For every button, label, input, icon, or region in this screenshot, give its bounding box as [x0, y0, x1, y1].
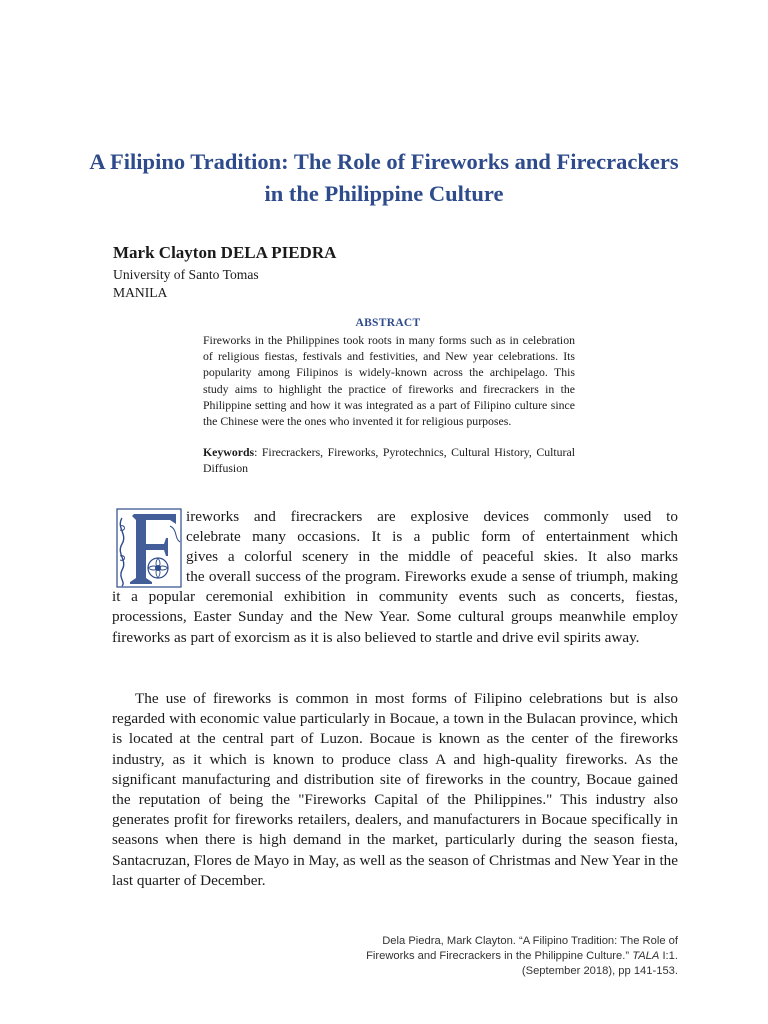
- author-university: University of Santo Tomas: [113, 267, 259, 282]
- citation-line-2: [318, 949, 678, 964]
- author-city: MANILA: [113, 285, 168, 300]
- citation-issue: I:1.: [659, 950, 678, 962]
- citation-line-1: Dela Piedra, Mark Clayton. “A Filipino Tradition: The Role of: [382, 935, 678, 947]
- citation-journal: TALA: [632, 950, 660, 962]
- citation-footer: [318, 934, 678, 979]
- paragraph-2: The use of fireworks is common in most forms of Filipino celebrations but is also regarded with economic value particularly in Bocaue, a town in the Bulacan province, which is located at the central part of Luzon. Bocaue is known as the center of the fireworks industry, as it which is known to produce class A and high-quality fireworks. As the significant manufacturing and distribution site of fireworks in the country, Bocaue gained the reputation of being the "Fireworks Capital of the Philippines." This industry also generates profit for fireworks retailers, dealers, and manufacturers in Bocaue specifically in seasons when there is high demand in the market, particularly during the season fiesta, Santacruzan, Flores de Mayo in May, as well as the season of Christmas and New Year in the last quarter of December.: [112, 690, 678, 889]
- article-title: A Filipino Tradition: The Role of Fireworks and Firecrackers in the Philippine Culture: [89, 149, 679, 206]
- author-name: Mark Clayton DELA PIEDRA: [113, 243, 337, 262]
- citation-line-3: (September 2018), pp 141-153.: [521, 965, 678, 977]
- paragraph-1-line-2: celebrate many occasions. It is a public form of entertainment which: [186, 528, 678, 545]
- keywords-label: Keywords: [203, 445, 255, 459]
- keywords-list: : Firecrackers, Fireworks, Pyrotechnics, Cultural History, Cultural Diffusion: [203, 445, 575, 476]
- abstract-heading: ABSTRACT: [355, 317, 421, 329]
- paragraph-1-rest: the overall success of the program. Fireworks exude a sense of triumph, making it a popular ceremonial exhibition in community events such as concerts, fiestas, processions, Easter Sunday and the New Year. Some cultural groups meanwhile employ fireworks as part of exorcism as it is also believed to startle and drive evil spirits away.: [112, 568, 678, 646]
- paragraph-1-line-1: ireworks and firecrackers are explosive devices commonly used to: [186, 508, 678, 525]
- citation-line-2-text: Fireworks and Firecrackers in the Philippine Culture.”: [366, 950, 633, 962]
- abstract-body: Fireworks in the Philippines took roots in many forms such as in celebration of religious fiestas, festivals and festivities, and New year celebrations. Its popularity among Filipinos is widely-known across the archipelago. This study aims to highlight the practice of fireworks and firecrackers in the Philippine setting and how it was integrated as a part of Filipino culture since the Chinese were the ones who invented it for religious purposes.: [203, 333, 575, 429]
- keywords: [203, 444, 575, 476]
- paragraph-1-line-3: gives a colorful scenery in the middle of peaceful skies. It also marks: [186, 548, 678, 565]
